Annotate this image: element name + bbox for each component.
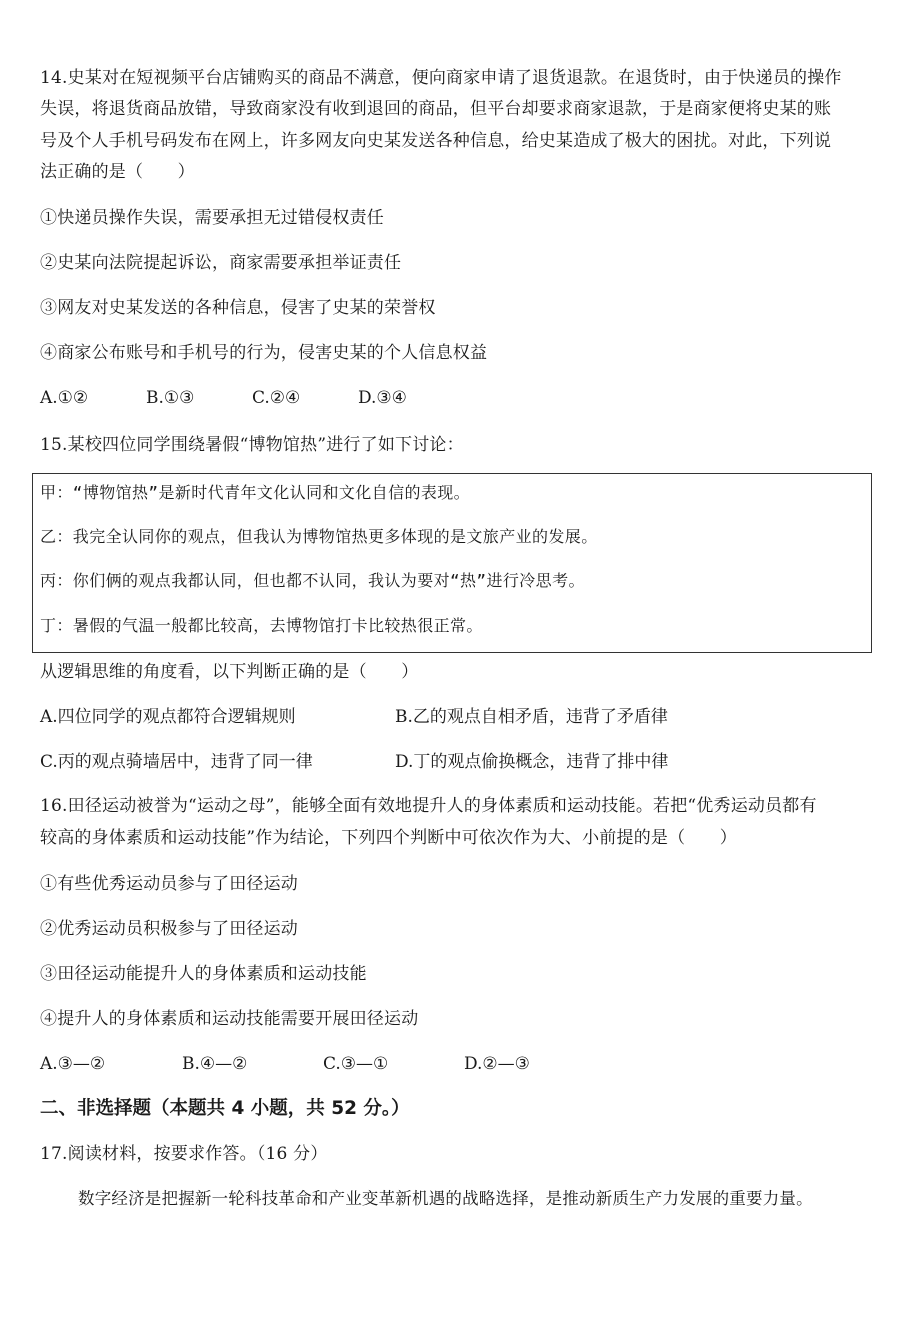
q17-material: 数字经济是把握新一轮科技革命和产业变革新机遇的战略选择，是推动新质生产力发展的重要力量。 <box>78 1189 813 1208</box>
q14-stem-line-4: 法正确的是（ ） <box>40 162 195 182</box>
q14-statement-1: ①快递员操作失误，需要承担无过错侵权责任 <box>40 208 384 228</box>
q17-stem: 17.阅读材料，按要求作答。（16 分） <box>40 1144 328 1164</box>
q15-option-b: B.乙的观点自相矛盾，违背了矛盾律 <box>395 707 668 727</box>
q14-option-a: A.①② <box>40 388 89 408</box>
q15-question: 从逻辑思维的角度看，以下判断正确的是（ ） <box>40 662 419 682</box>
q16-stem-line-1: 16.田径运动被誉为“运动之母”，能够全面有效地提升人的身体素质和运动技能。若把“优秀运动员都有 <box>40 796 817 816</box>
q15-option-c: C.丙的观点骑墙居中，违背了同一律 <box>40 752 313 772</box>
q16-stem-line-2: 较高的身体素质和运动技能”作为结论，下列四个判断中可依次作为大、小前提的是（ ） <box>40 828 737 848</box>
q14-option-c: C.②④ <box>252 388 301 408</box>
q16-statement-1: ①有些优秀运动员参与了田径运动 <box>40 874 298 894</box>
section-2-heading: 二、非选择题（本题共 4 小题，共 52 分。） <box>40 1098 410 1119</box>
q14-stem-line-2: 失误，将退货商品放错，导致商家没有收到退回的商品，但平台却要求商家退款，于是商家便将史某的账 <box>40 99 832 119</box>
q15-discussion-jia: 甲：“博物馆热”是新时代青年文化认同和文化自信的表现。 <box>40 483 471 502</box>
q16-option-d: D.②—③ <box>464 1054 530 1074</box>
q16-option-a: A.③—② <box>40 1054 106 1074</box>
q14-option-b: B.①③ <box>146 388 195 408</box>
q15-discussion-ding: 丁：暑假的气温一般都比较高，去博物馆打卡比较热很正常。 <box>40 616 483 635</box>
q16-statement-3: ③田径运动能提升人的身体素质和运动技能 <box>40 964 367 984</box>
q15-stem: 15.某校四位同学围绕暑假“博物馆热”进行了如下讨论： <box>40 435 464 455</box>
q15-option-a: A.四位同学的观点都符合逻辑规则 <box>40 707 296 727</box>
q14-statement-4: ④商家公布账号和手机号的行为，侵害史某的个人信息权益 <box>40 343 488 363</box>
q14-stem-line-3: 号及个人手机号码发布在网上，许多网友向史某发送各种信息，给史某造成了极大的困扰。对此，下列说 <box>40 131 832 151</box>
q16-statement-2: ②优秀运动员积极参与了田径运动 <box>40 919 298 939</box>
q14-stem-line-1: 14.史某对在短视频平台店铺购买的商品不满意，便向商家申请了退货退款。在退货时，由于快递员的操作 <box>40 68 842 88</box>
q14-statement-3: ③网友对史某发送的各种信息，侵害了史某的荣誉权 <box>40 298 436 318</box>
q15-discussion-bing: 丙：你们俩的观点我都认同，但也都不认同，我认为要对“热”进行冷思考。 <box>40 571 585 590</box>
q15-discussion-yi: 乙：我完全认同你的观点，但我认为博物馆热更多体现的是文旅产业的发展。 <box>40 527 598 546</box>
q15-option-d: D.丁的观点偷换概念，违背了排中律 <box>395 752 669 772</box>
q16-option-c: C.③—① <box>323 1054 389 1074</box>
q16-option-b: B.④—② <box>182 1054 248 1074</box>
q14-statement-2: ②史某向法院提起诉讼，商家需要承担举证责任 <box>40 253 402 273</box>
q16-statement-4: ④提升人的身体素质和运动技能需要开展田径运动 <box>40 1009 419 1029</box>
q14-option-d: D.③④ <box>358 388 407 408</box>
